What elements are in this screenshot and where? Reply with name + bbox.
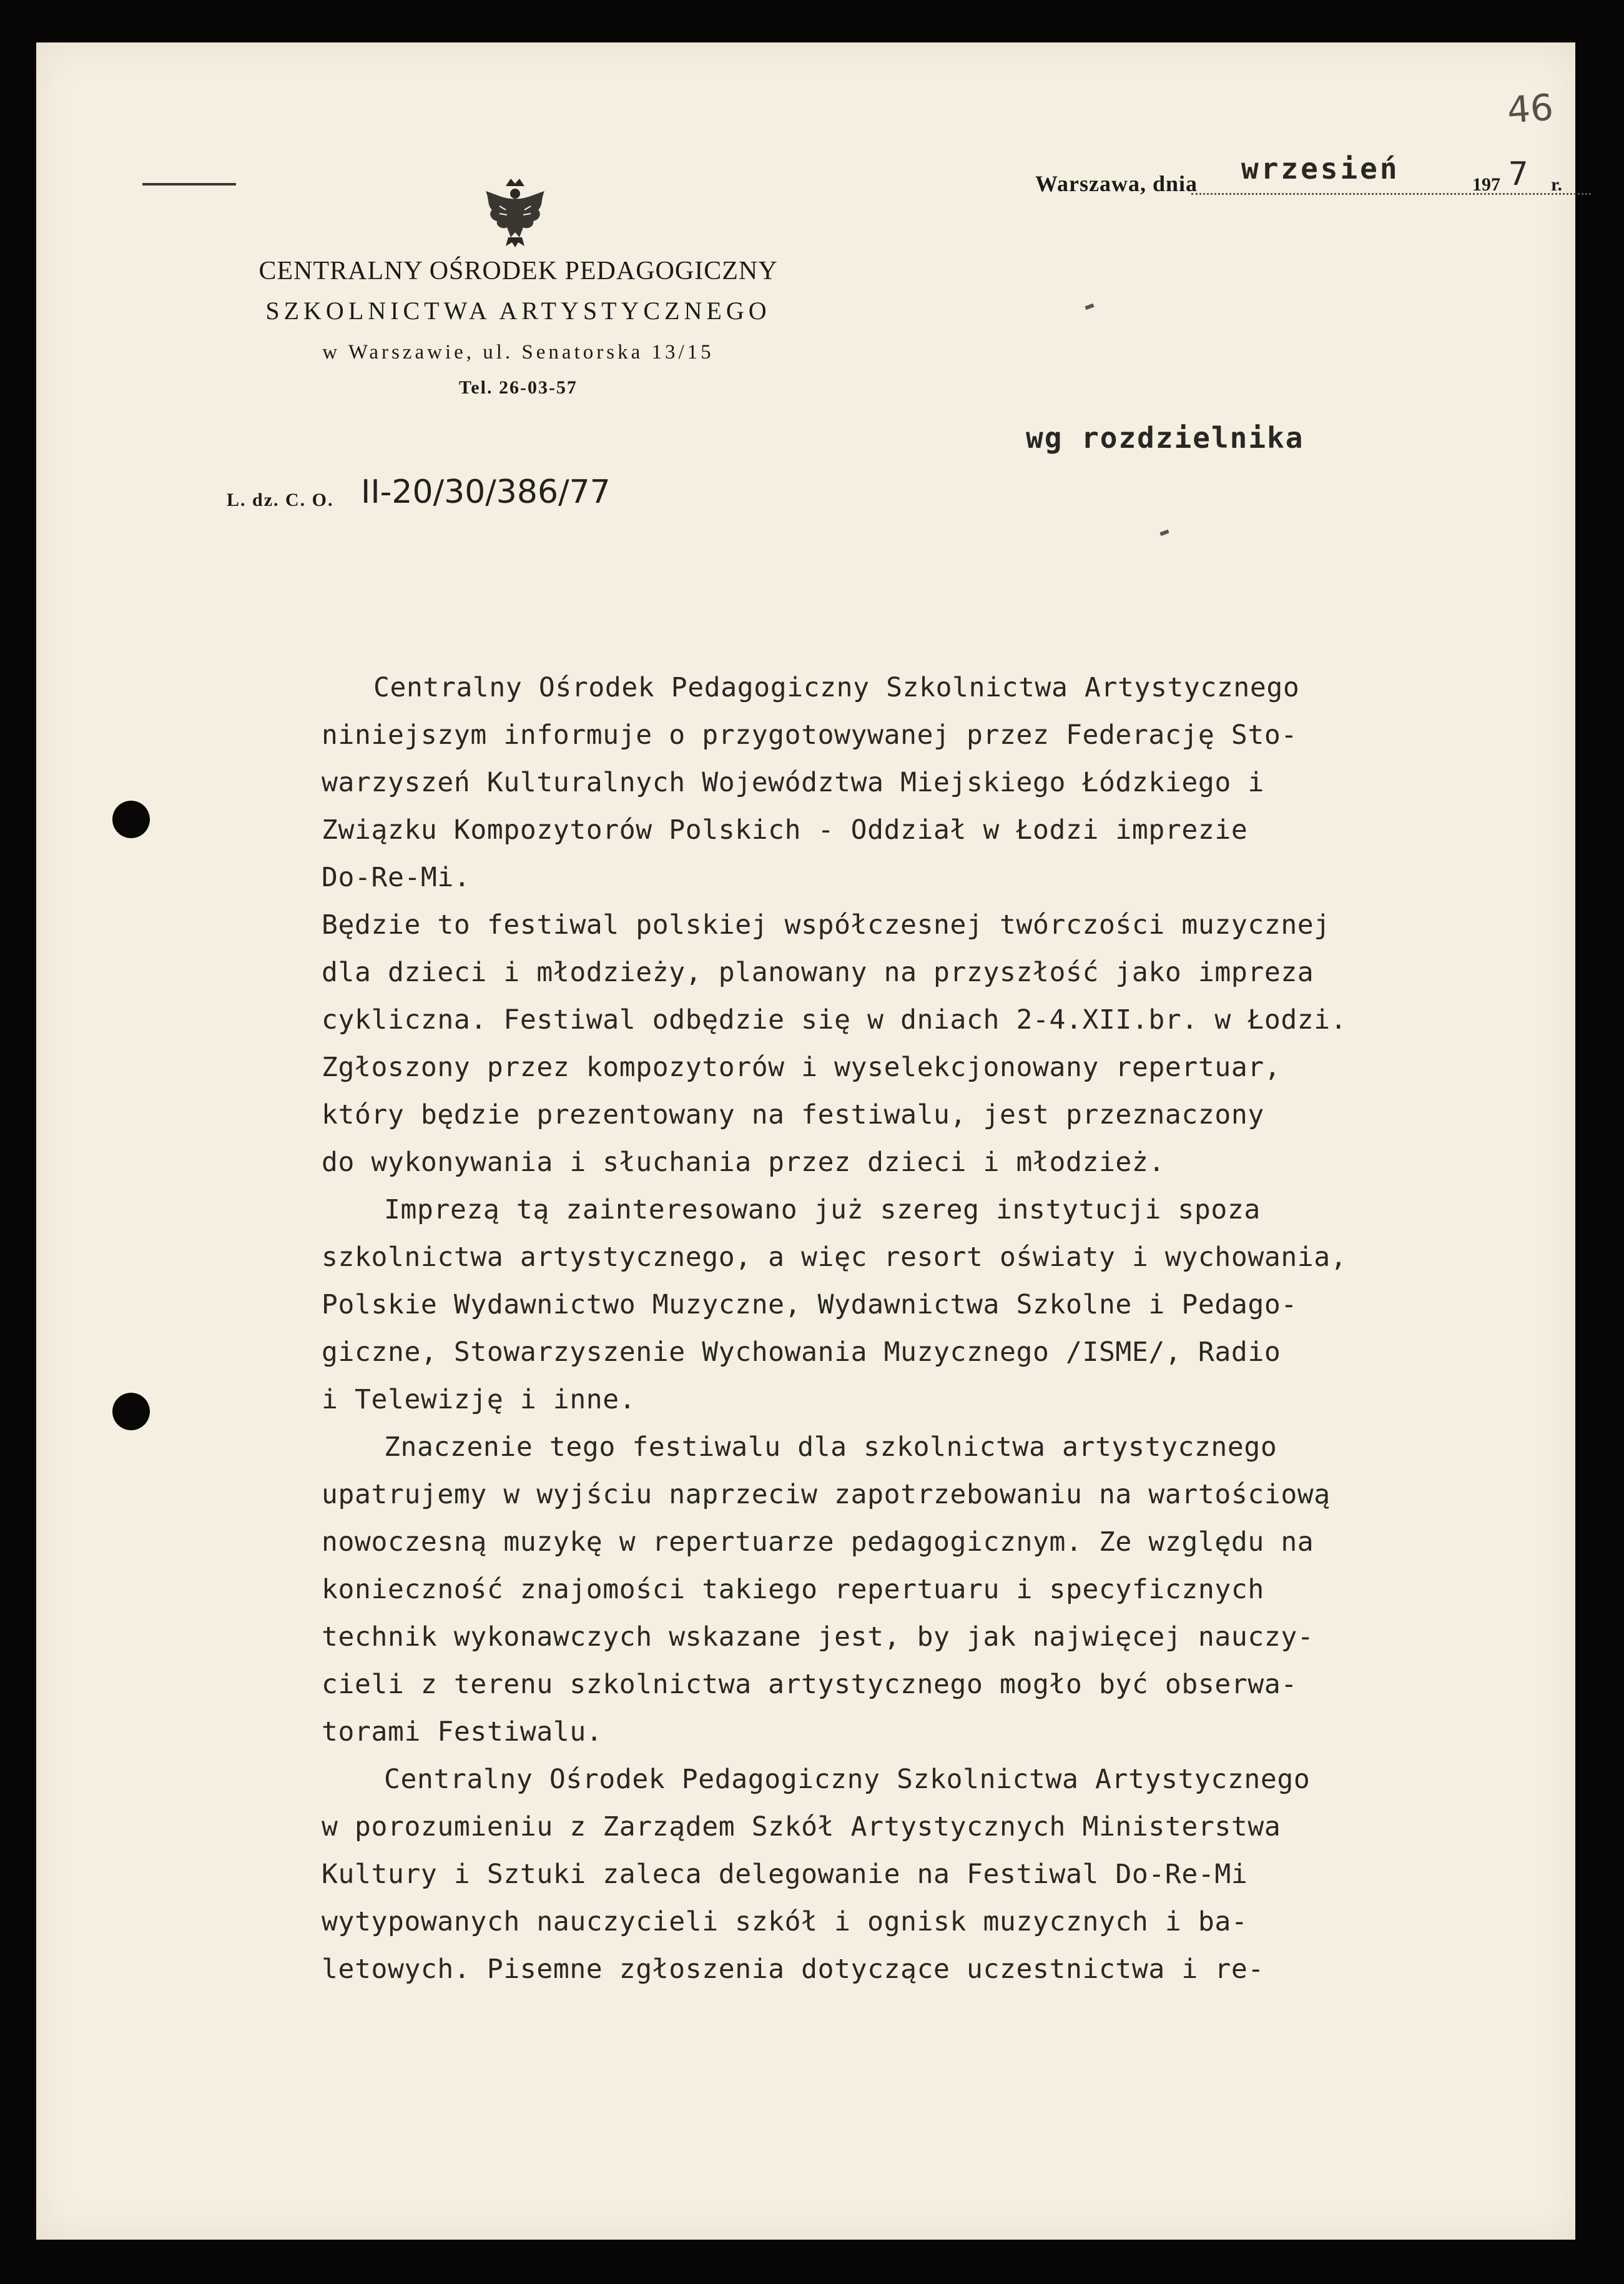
body-line: Znaczenie tego festiwalu dla szkolnictwa artystycznego	[384, 1431, 1277, 1463]
punch-hole	[112, 1393, 150, 1430]
body-line: i Telewizję i inne.	[322, 1384, 636, 1415]
body-line: letowych. Pisemne zgłoszenia dotyczące uczestnictwa i re-	[322, 1954, 1264, 1985]
body-line: dla dzieci i młodzieży, planowany na przyszłość jako impreza	[322, 957, 1314, 988]
body-line: Zgłoszony przez kompozytorów i wyselekcjonowany repertuar,	[322, 1052, 1281, 1083]
body-line: Centralny Ośrodek Pedagogiczny Szkolnictwa Artystycznego	[384, 1764, 1311, 1795]
body-line: Do-Re-Mi.	[322, 862, 471, 893]
eagle-emblem-icon	[481, 175, 549, 250]
dash-mark	[142, 183, 236, 185]
date-dotted-line	[1191, 193, 1591, 195]
body-line: konieczność znajomości takiego repertuaru i specyficznych	[322, 1574, 1264, 1605]
date-line	[1035, 152, 1585, 202]
body-line: upatrujemy w wyjściu naprzeciw zapotrzebowaniu na wartościową	[322, 1479, 1331, 1510]
ink-speck	[1159, 530, 1169, 536]
body-line: Związku Kompozytorów Polskich - Oddział w Łodzi imprezie	[322, 814, 1248, 846]
body-line: torami Festiwalu.	[322, 1716, 603, 1748]
institution-name-line1: CENTRALNY OŚRODEK PEDAGOGICZNY	[258, 257, 778, 285]
date-year-suffix: 7	[1508, 156, 1528, 193]
body-line: Centralny Ośrodek Pedagogiczny Szkolnictwa Artystycznego	[373, 672, 1300, 703]
body-line: technik wykonawczych wskazane jest, by jak najwięcej nauczy-	[322, 1621, 1314, 1653]
institution-address: w Warszawie, ul. Senatorska 13/15	[322, 341, 714, 363]
body-line: warzyszeń Kulturalnych Województwa Miejskiego Łódzkiego i	[322, 767, 1264, 798]
body-line: w porozumieniu z Zarządem Szkół Artystycznych Ministerstwa	[322, 1811, 1281, 1842]
body-line: szkolnictwa artystycznego, a więc resort oświaty i wychowania,	[322, 1242, 1347, 1273]
body-line: cykliczna. Festiwal odbędzie się w dniach 2-4.XII.br. w Łodzi.	[322, 1004, 1347, 1036]
document-page	[36, 42, 1575, 2240]
recipient-line: wg rozdzielnika	[1026, 421, 1304, 455]
body-line: Będzie to festiwal polskiej współczesnej twórczości muzycznej	[322, 909, 1331, 941]
archive-page-number: 46	[1505, 86, 1555, 132]
date-month: wrzesień	[1241, 152, 1400, 185]
body-line: giczne, Stowarzyszenie Wychowania Muzycznego /ISME/, Radio	[322, 1337, 1281, 1368]
body-line: nowoczesną muzykę w repertuarze pedagogicznym. Ze względu na	[322, 1526, 1314, 1558]
reference-label: L. dz. C. O.	[227, 490, 334, 510]
institution-phone: Tel. 26-03-57	[459, 377, 578, 398]
reference-number: II-20/30/386/77	[361, 473, 611, 511]
body-line: do wykonywania i słuchania przez dzieci i młodzież.	[322, 1147, 1165, 1178]
body-line: który będzie prezentowany na festiwalu, jest przeznaczony	[322, 1099, 1264, 1130]
ink-speck	[1085, 304, 1094, 310]
body-line: Polskie Wydawnictwo Muzyczne, Wydawnictwa Szkolne i Pedago-	[322, 1289, 1297, 1320]
body-line: wytypowanych nauczycieli szkół i ognisk muzycznych i ba-	[322, 1906, 1248, 1937]
body-line: Kultury i Sztuki zaleca delegowanie na Festiwal Do-Re-Mi	[322, 1859, 1248, 1890]
date-r: r.	[1551, 174, 1563, 195]
body-line: niniejszym informuje o przygotowywanej przez Federację Sto-	[322, 719, 1297, 751]
letter-body	[322, 664, 1545, 1993]
institution-name-line2: SZKOLNICTWA ARTYSTYCZNEGO	[265, 297, 771, 325]
body-line: cieli z terenu szkolnictwa artystycznego mogło być obserwa-	[322, 1669, 1297, 1700]
punch-hole	[112, 801, 150, 838]
date-year-prefix: 197	[1472, 174, 1500, 195]
body-line: Imprezą tą zainteresowano już szereg instytucji spoza	[384, 1194, 1261, 1225]
date-label: Warszawa, dnia	[1035, 171, 1198, 196]
